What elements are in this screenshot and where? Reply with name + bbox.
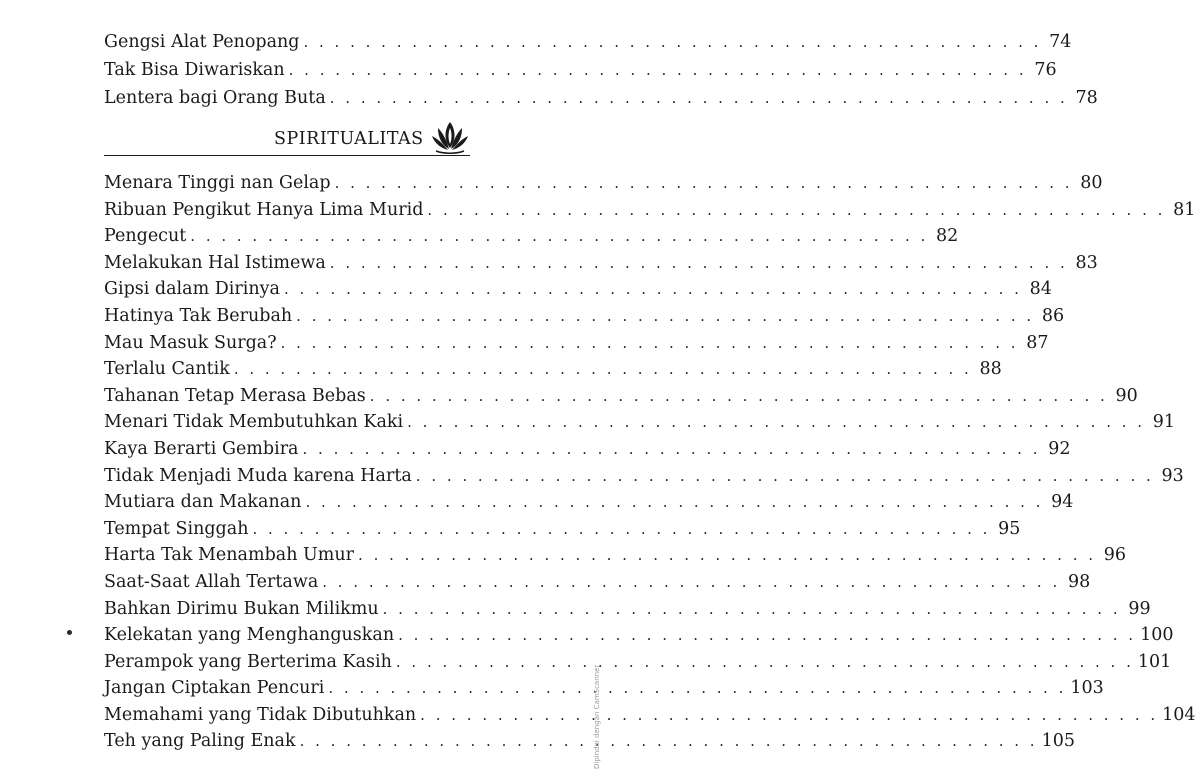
entry-title: Terlalu Cantik [104,359,230,380]
entry-title: Gengsi Alat Penopang [104,32,300,52]
toc-entry [104,170,1103,197]
dot-leader [303,436,1041,463]
dot-leader [300,728,1038,755]
dot-leader [383,596,1121,623]
entry-page-number: 98 [1067,571,1091,592]
entry-page-number: 105 [1041,731,1075,752]
lotus-icon [430,118,470,156]
dot-leader [358,542,1096,569]
toc-entry [104,702,1196,729]
dot-leader [234,356,972,383]
entry-title: Tempat Singgah [104,518,249,539]
margin-mark [67,630,72,635]
toc-entry [104,56,1057,84]
entry-title: Mutiara dan Makanan [104,492,302,513]
entry-title: Bahkan Dirimu Bukan Milikmu [104,598,379,619]
toc-entry [104,675,1104,702]
entry-title: Harta Tak Menambah Umur [104,545,355,566]
dot-leader [370,383,1108,410]
toc-top-list [104,28,1098,112]
entry-page-number: 94 [1051,492,1074,513]
entry-page-number: 82 [935,226,959,247]
entry-page-number: 87 [1026,332,1049,353]
dot-leader [289,56,1027,84]
toc-entry [104,223,959,250]
entry-title: Lentera bagi Orang Buta [104,88,326,108]
dot-leader [281,330,1019,357]
toc-entry [104,84,1098,112]
entry-title: Menara Tinggi nan Gelap [104,173,331,193]
entry-page-number: 78 [1075,88,1098,108]
toc-entry [104,436,1071,463]
toc-entry [104,28,1072,56]
toc-entry [104,330,1049,357]
dot-leader [328,675,1066,702]
toc-entry [104,197,1196,224]
toc-entry [104,728,1075,755]
dot-leader [420,702,1158,729]
entry-page-number: 99 [1128,598,1151,619]
section-heading: SPIRITUALITAS [274,129,424,149]
toc-entry [104,276,1052,303]
dot-leader [398,622,1136,649]
toc-entry [104,356,1002,383]
dot-leader [330,250,1068,277]
toc-entry [104,250,1098,277]
entry-title: Saat-Saat Allah Tertawa [104,571,319,592]
dot-leader [322,569,1060,596]
entry-page-number: 93 [1161,465,1184,486]
entry-page-number: 86 [1041,305,1065,326]
entry-title: Menari Tidak Membutuhkan Kaki [104,412,404,433]
entry-page-number: 92 [1048,438,1071,459]
entry-page-number: 88 [979,359,1002,380]
dot-leader [335,170,1073,197]
dot-leader [407,409,1145,436]
dot-leader [427,197,1165,224]
entry-page-number: 100 [1140,625,1174,646]
dot-leader [284,276,1022,303]
entry-page-number: 104 [1162,704,1196,725]
toc-entry [104,303,1065,330]
entry-title: Ribuan Pengikut Hanya Lima Murid [104,199,424,220]
toc-entry [104,409,1176,436]
section-divider [104,155,470,156]
entry-title: Memahami yang Tidak Dibutuhkan [104,704,417,725]
entry-page-number: 80 [1080,173,1103,193]
entry-title: Tidak Menjadi Muda karena Harta [104,465,412,486]
toc-entry [104,569,1091,596]
toc-entry [104,463,1184,490]
toc-entry [104,489,1074,516]
entry-page-number: 83 [1075,252,1098,273]
entry-page-number: 95 [998,518,1021,539]
scanner-watermark [580,640,601,770]
toc-entry [104,649,1172,676]
entry-title: Perampok yang Berterima Kasih [104,651,392,672]
entry-title: Hatinya Tak Berubah [104,305,293,326]
entry-title: Tak Bisa Diwariskan [104,60,285,80]
entry-title: Kaya Berarti Gembira [104,438,299,459]
entry-page-number: 76 [1034,60,1057,80]
dot-leader [252,516,990,543]
dot-leader [303,28,1041,56]
entry-title: Pengecut [104,226,187,247]
entry-title: Teh yang Paling Enak [104,731,296,752]
entry-page-number: 74 [1049,32,1072,52]
toc-entry [104,383,1138,410]
dot-leader [396,649,1134,676]
dot-leader [416,463,1154,490]
entry-page-number: 84 [1029,279,1052,300]
entry-page-number: 96 [1103,545,1126,566]
entry-page-number: 81 [1173,199,1196,220]
watermark-text: Dipindai dengan CamScanner [593,664,601,769]
entry-page-number: 101 [1137,651,1172,672]
toc-entry [104,516,1021,543]
entry-title: Kelekatan yang Menghanguskan [104,625,395,646]
entry-title: Melakukan Hal Istimewa [104,252,326,273]
entry-page-number: 91 [1152,412,1176,433]
entry-page-number: 103 [1070,678,1104,699]
entry-title: Mau Masuk Surga? [104,332,277,353]
toc-entry [104,622,1174,649]
entry-title: Gipsi dalam Dirinya [104,279,280,300]
dot-leader [296,303,1034,330]
dot-leader [330,84,1068,112]
toc-entry [104,542,1126,569]
dot-leader [305,489,1043,516]
entry-page-number: 90 [1115,385,1138,406]
entry-title: Tahanan Tetap Merasa Bebas [104,385,366,406]
entry-title: Jangan Ciptakan Pencuri [104,678,325,699]
toc-entry [104,596,1151,623]
dot-leader [190,223,928,250]
